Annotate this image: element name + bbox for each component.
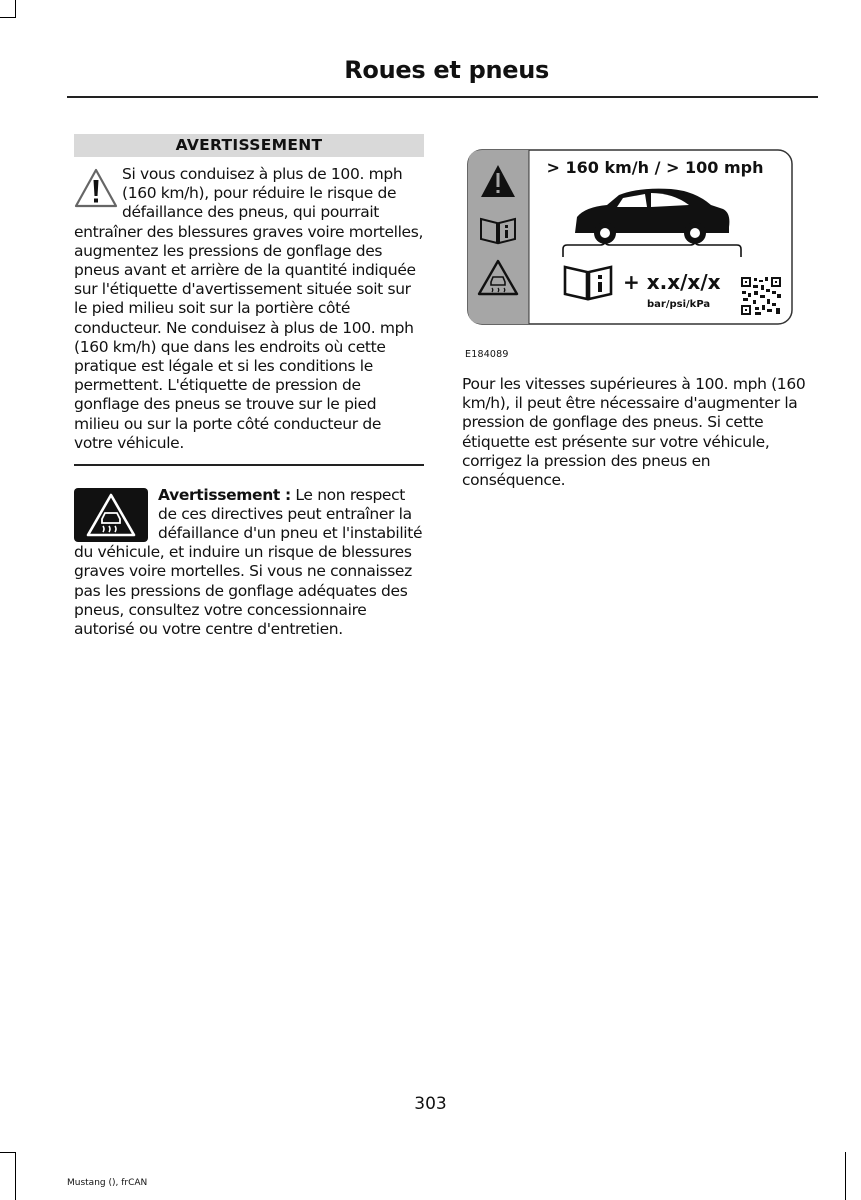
tire-pressure-label-figure xyxy=(467,149,793,325)
footer-text: Mustang (), frCAN xyxy=(67,1178,148,1188)
warning-text: Si vous conduisez à plus de 100. mph (160 km/h), pour réduire le risque de défaillance des pneus, qui pourrait entraîner des blessures graves voire mortelles, augmentez les pressions de gonflage des pneus avant et arrière de la quantité indiquée sur l'étiquette d'avertissement située soit sur le pied milieu soit sur la portière côté conducteur. Ne conduisez à plus de 100. mph (160 km/h) que dans les endroits où cette pratique est légale et si les conditions le permettent. L'étiquette de pression de gonflage des pneus se trouve sur le pied milieu ou sur la porte côté conducteur de votre véhicule. xyxy=(74,165,424,452)
crop-mark-top-left-horizontal xyxy=(0,17,16,18)
page-number: 303 xyxy=(414,1094,447,1114)
left-column xyxy=(74,134,424,639)
crop-mark-bottom-right-vertical xyxy=(845,1152,846,1200)
label-units-text: bar/psi/kPa xyxy=(647,299,711,310)
warning-heading: AVERTISSEMENT xyxy=(74,134,424,157)
warning-triangle-icon xyxy=(74,167,118,211)
warning-body xyxy=(74,165,424,453)
header-divider xyxy=(67,96,818,98)
caution-body: Le non respect de ces directives peut entraîner la défaillance d'un pneu et l'instabilité du véhicule, et induire un risque de blessures graves voire mortelles. Si vous ne connaissez pas les pressions de gonflage adéquates des pneus, consultez votre concessionnaire autorisé ou votre centre d'entretien. xyxy=(74,485,423,638)
skid-car-icon xyxy=(74,488,148,542)
crop-mark-bottom-left-vertical xyxy=(15,1152,16,1200)
right-column-text: Pour les vitesses supérieures à 100. mph (160 km/h), il peut être nécessaire d'augmenter la pression de gonflage des pneus. Si cette étiquette est présente sur votre véhicule, corrigez la pression des pneus en conséquence. xyxy=(462,375,806,490)
page-title: Roues et pneus xyxy=(344,56,549,84)
caution-label: Avertissement : xyxy=(158,485,291,504)
crop-mark-top-left-vertical xyxy=(15,0,16,18)
label-pressure-text: + x.x/x/x xyxy=(623,270,721,294)
label-speed-text: > 160 km/h / > 100 mph xyxy=(546,158,764,177)
crop-mark-bottom-left-horizontal xyxy=(0,1152,16,1153)
caution-block xyxy=(74,486,424,640)
figure-code: E184089 xyxy=(465,349,509,360)
qr-code-icon xyxy=(741,277,781,315)
warning-divider xyxy=(74,464,424,466)
